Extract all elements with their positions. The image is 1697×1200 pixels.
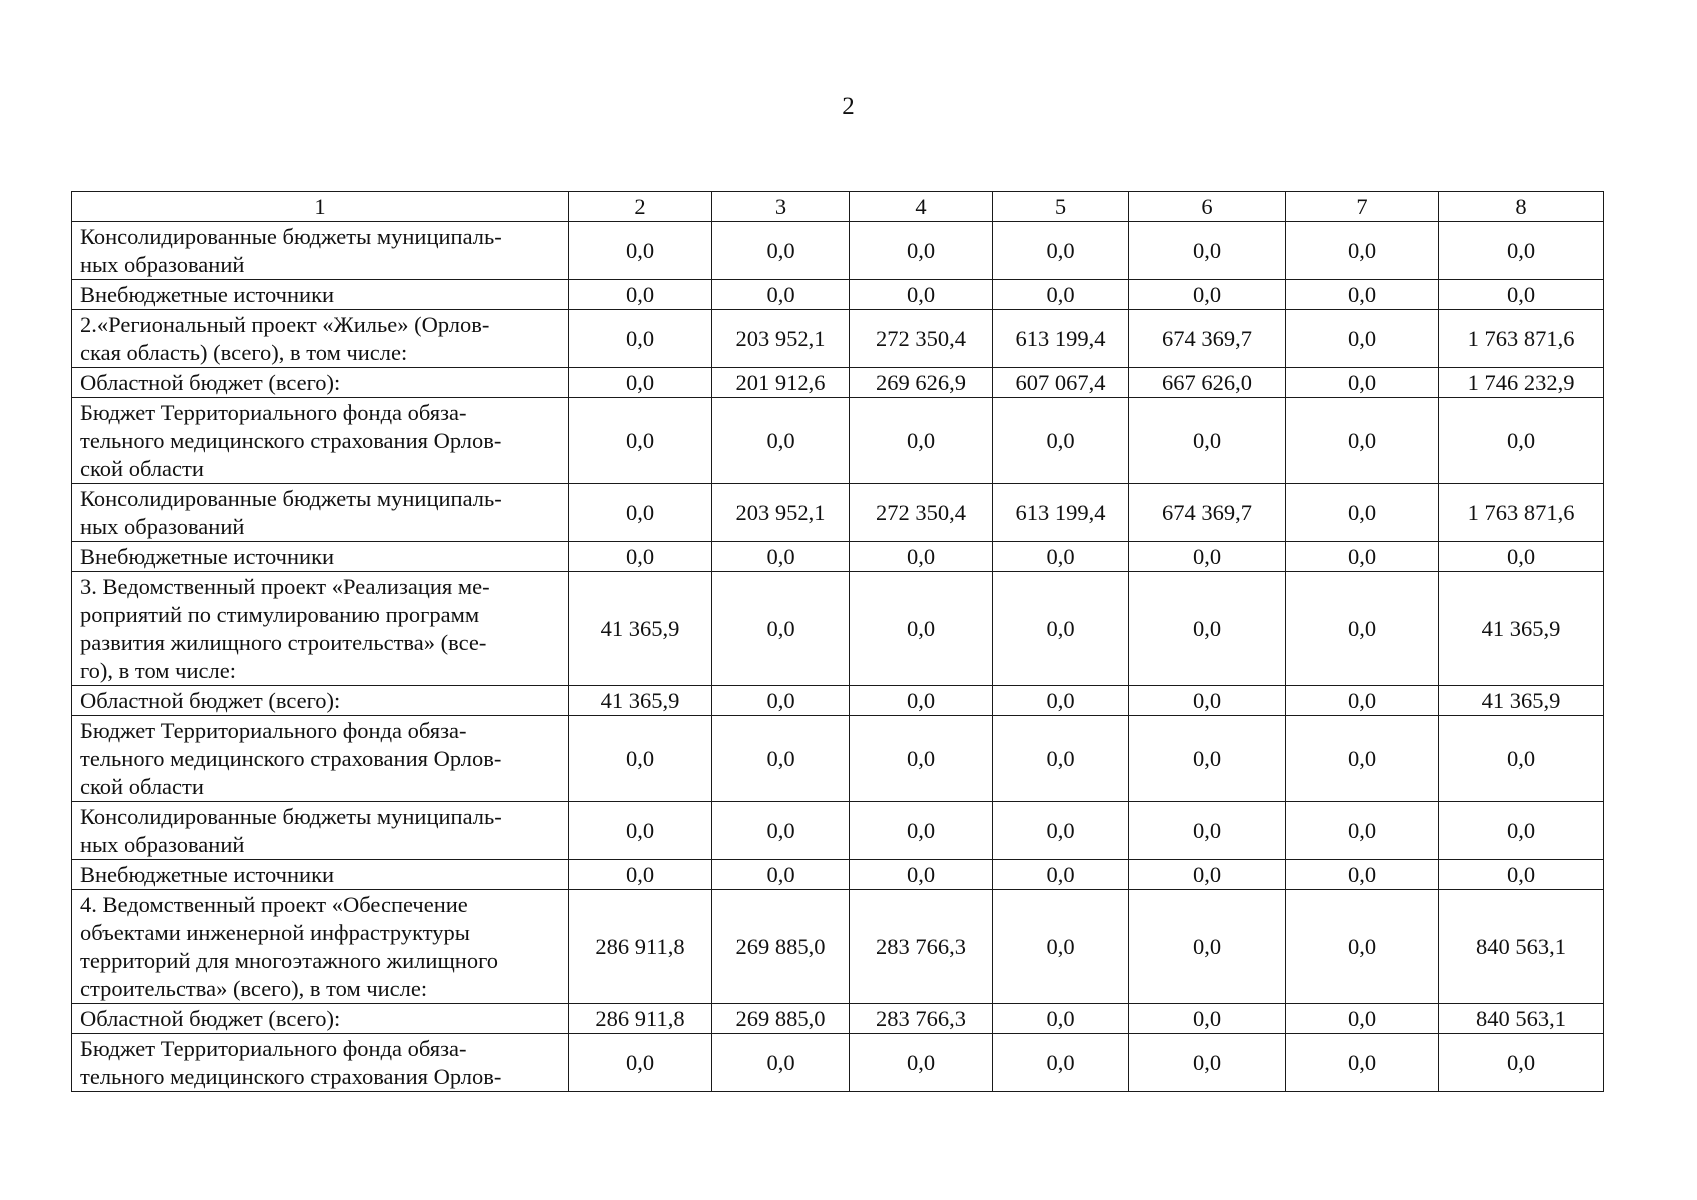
row-label-line: Внебюджетные источники (80, 281, 335, 307)
row-label-line: роприятий по стимулированию программ (80, 601, 480, 627)
row-label-line: ных образований (80, 513, 245, 539)
row-label-line: Консолидированные бюджеты муниципаль- (80, 223, 502, 249)
value-cell-col-7: 0,0 (1286, 310, 1439, 368)
table-row (72, 310, 1604, 368)
value-cell-col-7: 0,0 (1286, 1034, 1439, 1092)
value-cell-col-5: 0,0 (993, 686, 1129, 716)
value-cell-col-5: 0,0 (993, 1034, 1129, 1092)
value-cell-col-5: 0,0 (993, 398, 1129, 484)
row-label-line: тельного медицинского страхования Орлов- (80, 427, 502, 453)
value-cell-col-8: 0,0 (1439, 716, 1604, 802)
value-cell-col-8: 0,0 (1439, 802, 1604, 860)
value-cell-col-8: 1 763 871,6 (1439, 484, 1604, 542)
header-cell: 8 (1439, 192, 1604, 222)
header-cell: 1 (72, 192, 569, 222)
value-cell-col-7: 0,0 (1286, 542, 1439, 572)
row-label (72, 280, 569, 310)
value-cell-col-4: 0,0 (850, 542, 993, 572)
row-label (72, 368, 569, 398)
value-cell-col-2: 0,0 (569, 716, 712, 802)
value-cell-col-2: 0,0 (569, 222, 712, 280)
row-label-line: ской области (80, 773, 204, 799)
value-cell-col-3: 203 952,1 (712, 310, 850, 368)
budget-table (71, 191, 1604, 1092)
value-cell-col-6: 0,0 (1129, 716, 1286, 802)
value-cell-col-6: 0,0 (1129, 542, 1286, 572)
row-label-line: объектами инженерной инфраструктуры (80, 919, 470, 945)
value-cell-col-2: 0,0 (569, 368, 712, 398)
row-label (72, 1034, 569, 1092)
table-row (72, 484, 1604, 542)
header-cell: 7 (1286, 192, 1439, 222)
row-label (72, 860, 569, 890)
value-cell-col-6: 674 369,7 (1129, 310, 1286, 368)
table-body (72, 192, 1604, 1092)
row-label-line: Консолидированные бюджеты муниципаль- (80, 485, 502, 511)
table-row (72, 222, 1604, 280)
value-cell-col-8: 840 563,1 (1439, 1004, 1604, 1034)
value-cell-col-5: 0,0 (993, 1004, 1129, 1034)
row-label-line: строительства» (всего), в том числе: (80, 975, 428, 1001)
value-cell-col-7: 0,0 (1286, 716, 1439, 802)
value-cell-col-3: 269 885,0 (712, 1004, 850, 1034)
value-cell-col-3: 0,0 (712, 1034, 850, 1092)
value-cell-col-4: 272 350,4 (850, 484, 993, 542)
table-row (72, 890, 1604, 1004)
row-label-line: ской области (80, 455, 204, 481)
value-cell-col-7: 0,0 (1286, 802, 1439, 860)
value-cell-col-6: 0,0 (1129, 686, 1286, 716)
table-row (72, 1034, 1604, 1092)
value-cell-col-4: 0,0 (850, 716, 993, 802)
row-label (72, 716, 569, 802)
value-cell-col-8: 0,0 (1439, 222, 1604, 280)
row-label (72, 398, 569, 484)
value-cell-col-6: 0,0 (1129, 1004, 1286, 1034)
row-label-line: 4. Ведомственный проект «Обеспечение (80, 891, 468, 917)
value-cell-col-3: 269 885,0 (712, 890, 850, 1004)
row-label (72, 484, 569, 542)
row-label-line: Бюджет Территориального фонда обяза- (80, 1035, 467, 1061)
value-cell-col-7: 0,0 (1286, 368, 1439, 398)
value-cell-col-5: 0,0 (993, 572, 1129, 686)
value-cell-col-7: 0,0 (1286, 280, 1439, 310)
value-cell-col-8: 0,0 (1439, 1034, 1604, 1092)
value-cell-col-5: 613 199,4 (993, 484, 1129, 542)
table-header-row (72, 192, 1604, 222)
value-cell-col-5: 0,0 (993, 716, 1129, 802)
value-cell-col-2: 286 911,8 (569, 1004, 712, 1034)
value-cell-col-5: 0,0 (993, 222, 1129, 280)
table-row (72, 716, 1604, 802)
value-cell-col-2: 41 365,9 (569, 572, 712, 686)
row-label-line: ных образований (80, 831, 245, 857)
row-label-line: Консолидированные бюджеты муниципаль- (80, 803, 502, 829)
value-cell-col-3: 0,0 (712, 686, 850, 716)
value-cell-col-8: 0,0 (1439, 280, 1604, 310)
table-row (72, 368, 1604, 398)
header-cell: 5 (993, 192, 1129, 222)
value-cell-col-3: 0,0 (712, 716, 850, 802)
row-label-line: Бюджет Территориального фонда обяза- (80, 717, 467, 743)
row-label-line: Внебюджетные источники (80, 543, 335, 569)
value-cell-col-4: 0,0 (850, 802, 993, 860)
table-row (72, 1004, 1604, 1034)
value-cell-col-7: 0,0 (1286, 222, 1439, 280)
row-label (72, 572, 569, 686)
value-cell-col-4: 0,0 (850, 398, 993, 484)
row-label-line: го), в том числе: (80, 657, 236, 683)
row-label-line: развития жилищного строительства» (все- (80, 629, 487, 655)
value-cell-col-4: 283 766,3 (850, 1004, 993, 1034)
value-cell-col-4: 0,0 (850, 572, 993, 686)
row-label-line: Внебюджетные источники (80, 861, 335, 887)
value-cell-col-7: 0,0 (1286, 398, 1439, 484)
value-cell-col-4: 272 350,4 (850, 310, 993, 368)
value-cell-col-5: 607 067,4 (993, 368, 1129, 398)
value-cell-col-7: 0,0 (1286, 1004, 1439, 1034)
value-cell-col-7: 0,0 (1286, 890, 1439, 1004)
row-label (72, 542, 569, 572)
value-cell-col-2: 0,0 (569, 802, 712, 860)
value-cell-col-3: 0,0 (712, 280, 850, 310)
value-cell-col-2: 0,0 (569, 310, 712, 368)
value-cell-col-3: 0,0 (712, 222, 850, 280)
value-cell-col-5: 0,0 (993, 860, 1129, 890)
value-cell-col-6: 0,0 (1129, 222, 1286, 280)
table-row (72, 280, 1604, 310)
row-label (72, 686, 569, 716)
row-label-line: территорий для многоэтажного жилищного (80, 947, 498, 973)
row-label-line: 3. Ведомственный проект «Реализация ме- (80, 573, 490, 599)
value-cell-col-4: 0,0 (850, 686, 993, 716)
value-cell-col-8: 840 563,1 (1439, 890, 1604, 1004)
value-cell-col-4: 269 626,9 (850, 368, 993, 398)
value-cell-col-2: 0,0 (569, 280, 712, 310)
header-cell: 3 (712, 192, 850, 222)
value-cell-col-8: 0,0 (1439, 860, 1604, 890)
value-cell-col-6: 0,0 (1129, 572, 1286, 686)
value-cell-col-7: 0,0 (1286, 860, 1439, 890)
value-cell-col-7: 0,0 (1286, 572, 1439, 686)
table-row (72, 686, 1604, 716)
value-cell-col-4: 0,0 (850, 222, 993, 280)
row-label (72, 1004, 569, 1034)
value-cell-col-2: 41 365,9 (569, 686, 712, 716)
value-cell-col-5: 0,0 (993, 890, 1129, 1004)
value-cell-col-3: 0,0 (712, 802, 850, 860)
value-cell-col-8: 1 763 871,6 (1439, 310, 1604, 368)
value-cell-col-2: 0,0 (569, 484, 712, 542)
row-label (72, 310, 569, 368)
value-cell-col-6: 0,0 (1129, 398, 1286, 484)
row-label-line: Областной бюджет (всего): (80, 1005, 341, 1031)
value-cell-col-6: 0,0 (1129, 802, 1286, 860)
header-cell: 6 (1129, 192, 1286, 222)
row-label-line: тельного медицинского страхования Орлов- (80, 1063, 502, 1089)
value-cell-col-2: 286 911,8 (569, 890, 712, 1004)
row-label (72, 802, 569, 860)
row-label-line: Областной бюджет (всего): (80, 687, 341, 713)
value-cell-col-6: 0,0 (1129, 280, 1286, 310)
value-cell-col-5: 0,0 (993, 280, 1129, 310)
value-cell-col-6: 674 369,7 (1129, 484, 1286, 542)
row-label-line: ская область) (всего), в том числе: (80, 339, 408, 365)
value-cell-col-6: 667 626,0 (1129, 368, 1286, 398)
value-cell-col-7: 0,0 (1286, 484, 1439, 542)
value-cell-col-5: 0,0 (993, 802, 1129, 860)
table-row (72, 572, 1604, 686)
table-row (72, 860, 1604, 890)
row-label-line: Областной бюджет (всего): (80, 369, 341, 395)
value-cell-col-3: 0,0 (712, 572, 850, 686)
row-label-line: 2.«Региональный проект «Жилье» (Орлов- (80, 311, 490, 337)
value-cell-col-2: 0,0 (569, 1034, 712, 1092)
row-label-line: тельного медицинского страхования Орлов- (80, 745, 502, 771)
value-cell-col-3: 0,0 (712, 398, 850, 484)
header-cell: 2 (569, 192, 712, 222)
value-cell-col-8: 1 746 232,9 (1439, 368, 1604, 398)
value-cell-col-3: 201 912,6 (712, 368, 850, 398)
value-cell-col-6: 0,0 (1129, 1034, 1286, 1092)
value-cell-col-4: 283 766,3 (850, 890, 993, 1004)
value-cell-col-6: 0,0 (1129, 890, 1286, 1004)
value-cell-col-8: 0,0 (1439, 542, 1604, 572)
value-cell-col-8: 0,0 (1439, 398, 1604, 484)
value-cell-col-7: 0,0 (1286, 686, 1439, 716)
page-number: 2 (842, 93, 855, 120)
table-row (72, 542, 1604, 572)
value-cell-col-3: 0,0 (712, 860, 850, 890)
header-cell: 4 (850, 192, 993, 222)
value-cell-col-5: 613 199,4 (993, 310, 1129, 368)
value-cell-col-6: 0,0 (1129, 860, 1286, 890)
value-cell-col-5: 0,0 (993, 542, 1129, 572)
value-cell-col-2: 0,0 (569, 542, 712, 572)
row-label-line: Бюджет Территориального фонда обяза- (80, 399, 467, 425)
table-row (72, 398, 1604, 484)
value-cell-col-3: 0,0 (712, 542, 850, 572)
value-cell-col-4: 0,0 (850, 280, 993, 310)
value-cell-col-8: 41 365,9 (1439, 686, 1604, 716)
table-row (72, 802, 1604, 860)
value-cell-col-2: 0,0 (569, 860, 712, 890)
row-label (72, 890, 569, 1004)
row-label-line: ных образований (80, 251, 245, 277)
value-cell-col-2: 0,0 (569, 398, 712, 484)
value-cell-col-3: 203 952,1 (712, 484, 850, 542)
value-cell-col-4: 0,0 (850, 860, 993, 890)
value-cell-col-8: 41 365,9 (1439, 572, 1604, 686)
value-cell-col-4: 0,0 (850, 1034, 993, 1092)
row-label (72, 222, 569, 280)
